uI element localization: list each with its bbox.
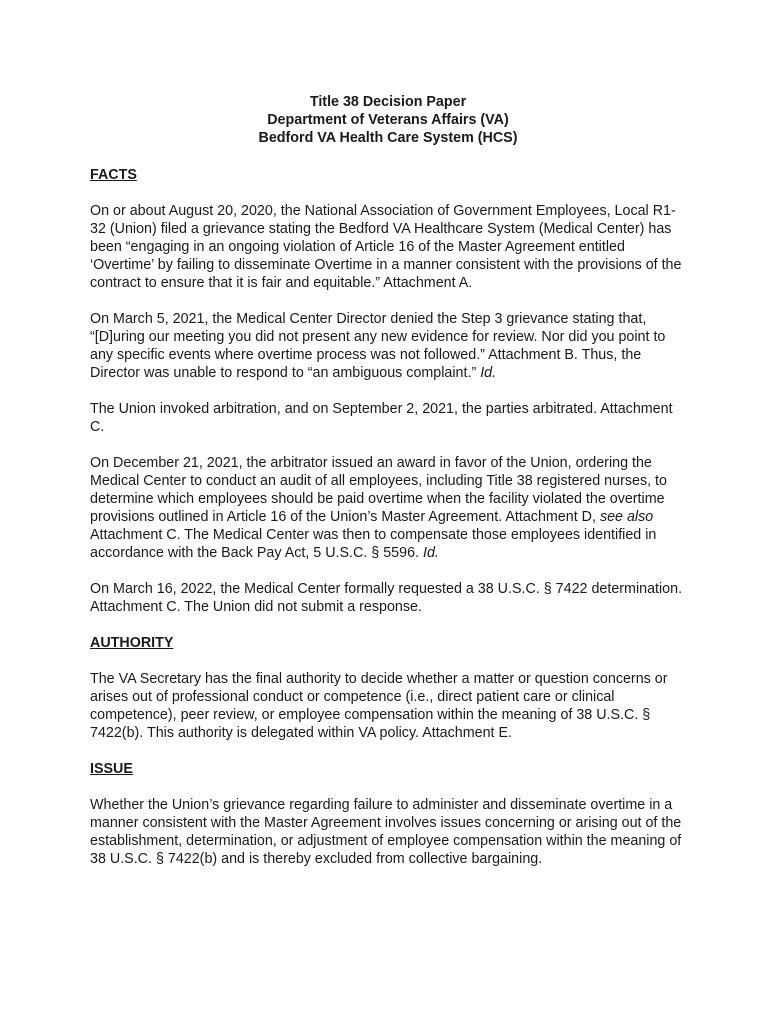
authority-paragraph: The VA Secretary has the final authority to decide whether a matter or question concerns or arises out of professional conduct or competence (i.e., direct patient care or clinical competence), peer review, or employee compensation within the meaning of 38 U.S.C. § 7422(b). This authority is delegated within VA policy. Attachment E. bbox=[90, 671, 668, 741]
facts-paragraph-4 bbox=[90, 454, 690, 562]
facts-paragraph-4-text-a: On December 21, 2021, the arbitrator issued an award in favor of the Union, ordering the Medical Center to conduct an audit of all employees, including Title 38 registered nurses, to determine which employees should be paid overtime when the facility violated the overtime provisions outlined in Article 16 of the Union’s Master Agreement. Attachment D, bbox=[90, 455, 667, 525]
facts-paragraph-2 bbox=[90, 310, 690, 382]
facts-heading: FACTS bbox=[90, 167, 137, 183]
authority-heading: AUTHORITY bbox=[90, 635, 174, 651]
id-citation: Id. bbox=[423, 545, 439, 561]
facts-paragraph-2-text: On March 5, 2021, the Medical Center Director denied the Step 3 grievance stating that, “[D]uring our meeting you did not present any new evidence for review. Nor did you point to any specific events where overtime process was not followed.” Attachment B. Thus, the Director was unable to respond to “an ambiguous complaint.” bbox=[90, 311, 666, 381]
see-also-signal: see also bbox=[599, 509, 654, 525]
issue-heading: ISSUE bbox=[90, 761, 133, 777]
title-line-3: Bedford VA Health Care System (HCS) bbox=[258, 130, 518, 146]
document-title bbox=[86, 93, 690, 147]
id-citation: Id. bbox=[480, 365, 497, 381]
facts-paragraph-3: The Union invoked arbitration, and on September 2, 2021, the parties arbitrated. Attachment C. bbox=[90, 401, 673, 435]
title-line-2: Department of Veterans Affairs (VA) bbox=[267, 112, 509, 128]
facts-paragraph-1: On or about August 20, 2020, the National Association of Government Employees, Local R1-32 (Union) filed a grievance stating the Bedford VA Healthcare System (Medical Center) has been “engaging in an ongoing violation of Article 16 of the Master Agreement entitled ‘Overtime’ by failing to disseminate Overtime in a manner consistent with the provisions of the contract to ensure that it is fair and equitable.” Attachment A. bbox=[90, 203, 682, 291]
title-line-1: Title 38 Decision Paper bbox=[309, 94, 467, 110]
document-page bbox=[90, 93, 690, 868]
issue-paragraph: Whether the Union’s grievance regarding failure to administer and disseminate overtime in a manner consistent with the Master Agreement involves issues concerning or arising out of the establishment, determination, or adjustment of employee compensation within the meaning of 38 U.S.C. § 7422(b) and is thereby excluded from collective bargaining. bbox=[90, 797, 682, 867]
facts-paragraph-5: On March 16, 2022, the Medical Center formally requested a 38 U.S.C. § 7422 determination. Attachment C. The Union did not submit a response. bbox=[90, 581, 683, 615]
facts-paragraph-4-text-b: Attachment C. The Medical Center was then to compensate those employees identified in accordance with the Back Pay Act, 5 U.S.C. § 5596. bbox=[90, 527, 657, 561]
